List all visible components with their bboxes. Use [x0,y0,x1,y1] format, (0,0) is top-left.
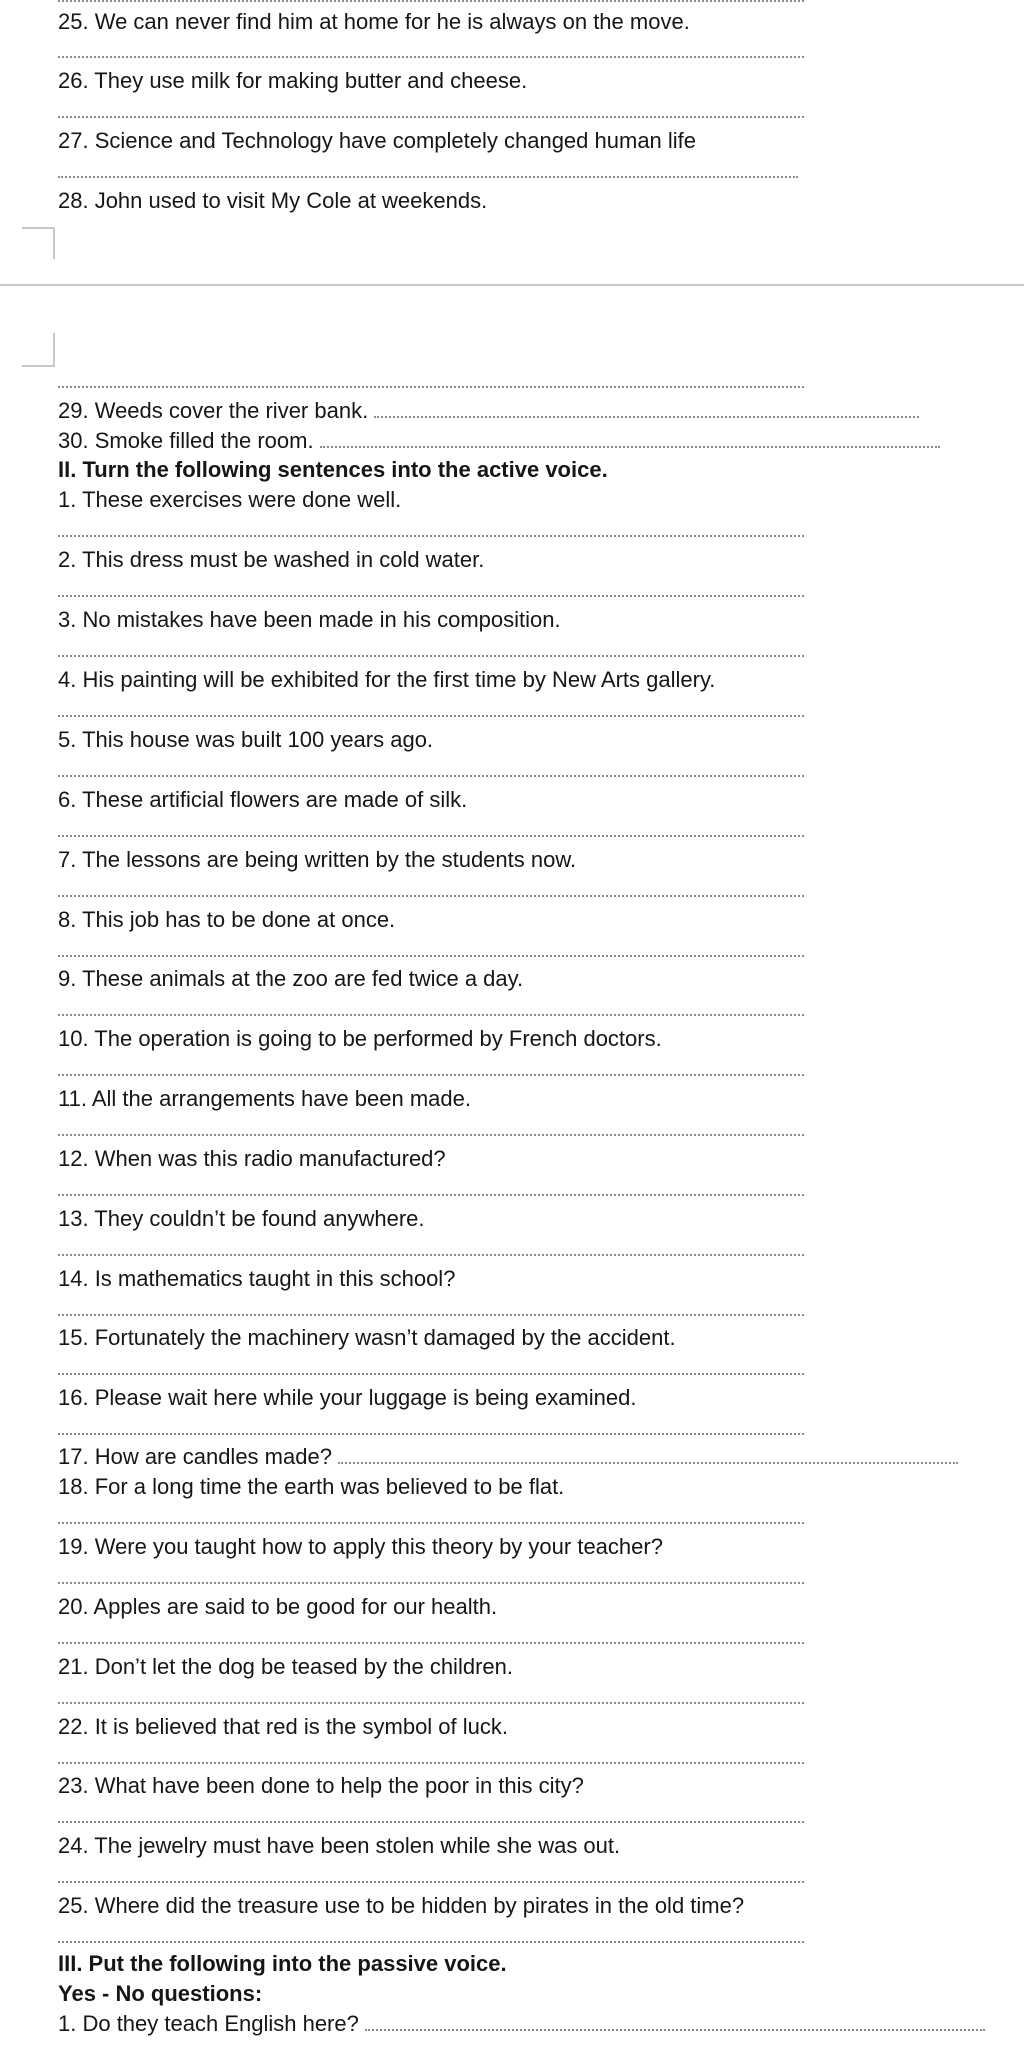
answer-line[interactable] [58,655,804,657]
exercise-item: 16. Please wait here while your luggage is being examined. [58,1385,637,1410]
exercise-item: 5. This house was built 100 years ago. [58,727,434,752]
exercise-item: 12. When was this radio manufactured? [58,1146,446,1171]
exercise-item: 1. These exercises were done well. [58,487,402,512]
answer-line[interactable] [365,2011,985,2031]
answer-line[interactable] [58,595,804,597]
exercise-item: 13. They couldn’t be found anywhere. [58,1206,425,1231]
exercise-item: 4. His painting will be exhibited for the first time by New Arts gallery. [58,667,716,692]
exercise-item: 25. We can never find him at home for he is always on the move. [58,9,690,34]
answer-line[interactable] [58,775,804,777]
exercise-item [58,1444,958,1470]
exercise-item: 2. This dress must be washed in cold water. [58,547,485,572]
answer-line[interactable] [58,1373,804,1375]
answer-line[interactable] [58,1014,804,1016]
exercise-item [58,2011,985,2037]
exercise-item [58,398,919,424]
exercise-item: 10. The operation is going to be performed by French doctors. [58,1026,662,1051]
exercise-text: 30. Smoke filled the room. [58,428,314,453]
answer-line[interactable] [58,835,804,837]
answer-line[interactable] [58,1941,804,1943]
answer-line[interactable] [58,715,804,717]
answer-line[interactable] [58,535,804,537]
page-corner-mark [22,227,55,259]
exercise-text: 17. How are candles made? [58,1444,332,1469]
page-break-divider [0,284,1024,286]
exercise-item: 21. Don’t let the dog be teased by the children. [58,1654,513,1679]
exercise-text: 29. Weeds cover the river bank. [58,398,369,423]
exercise-item: 27. Science and Technology have completely changed human life [58,128,697,153]
answer-line[interactable] [58,895,804,897]
answer-line[interactable] [58,1194,804,1196]
exercise-item: 19. Were you taught how to apply this theory by your teacher? [58,1534,663,1559]
exercise-item: 9. These animals at the zoo are fed twice a day. [58,966,524,991]
exercise-item: 8. This job has to be done at once. [58,907,396,932]
answer-line[interactable] [58,1582,804,1584]
exercise-item: 28. John used to visit My Cole at weekends. [58,188,488,213]
answer-line[interactable] [58,176,798,178]
answer-line[interactable] [58,1433,804,1435]
exercise-item: 24. The jewelry must have been stolen while she was out. [58,1833,621,1858]
answer-line[interactable] [58,56,804,58]
exercise-item: 20. Apples are said to be good for our health. [58,1594,498,1619]
answer-line[interactable] [58,386,804,388]
exercise-item: 7. The lessons are being written by the students now. [58,847,577,872]
exercise-text: 1. Do they teach English here? [58,2011,359,2036]
answer-line[interactable] [58,1821,804,1823]
answer-line[interactable] [58,1254,804,1256]
exercise-item: 14. Is mathematics taught in this school? [58,1266,456,1291]
answer-line[interactable] [58,955,804,957]
answer-line[interactable] [58,1642,804,1644]
page-corner-mark [22,333,55,367]
exercise-item: 26. They use milk for making butter and cheese. [58,68,528,93]
answer-line[interactable] [374,398,919,418]
exercise-item [58,428,940,454]
answer-line[interactable] [320,428,940,448]
section-heading: III. Put the following into the passive voice. [58,1951,507,1976]
exercise-item: 15. Fortunately the machinery wasn’t damaged by the accident. [58,1325,676,1350]
answer-line[interactable] [58,116,804,118]
section-subheading: Yes - No questions: [58,1981,263,2006]
section-heading: II. Turn the following sentences into the active voice. [58,457,608,482]
answer-line[interactable] [58,1522,804,1524]
exercise-item: 23. What have been done to help the poor in this city? [58,1773,584,1798]
exercise-item: 22. It is believed that red is the symbol of luck. [58,1714,509,1739]
exercise-item: 3. No mistakes have been made in his composition. [58,607,561,632]
answer-line[interactable] [58,1314,804,1316]
answer-line[interactable] [58,1134,804,1136]
exercise-item: 11. All the arrangements have been made. [58,1086,471,1111]
answer-line[interactable] [58,1702,804,1704]
answer-line[interactable] [58,1881,804,1883]
exercise-item: 6. These artificial flowers are made of silk. [58,787,468,812]
exercise-item: 25. Where did the treasure use to be hidden by pirates in the old time? [58,1893,745,1918]
answer-line[interactable] [338,1444,958,1464]
exercise-item: 18. For a long time the earth was believed to be flat. [58,1474,565,1499]
answer-line[interactable] [58,0,804,2]
answer-line[interactable] [58,1762,804,1764]
answer-line[interactable] [58,1074,804,1076]
